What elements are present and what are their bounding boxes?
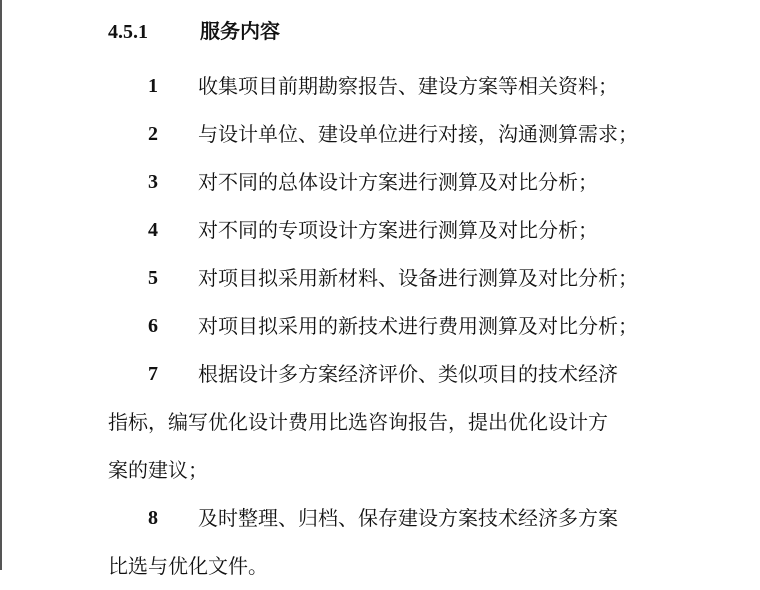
item-number: 5 <box>148 267 158 289</box>
section-number: 4.5.1 <box>108 21 148 43</box>
item-number: 3 <box>148 171 158 193</box>
section-heading <box>108 14 280 49</box>
item-number: 7 <box>148 363 158 385</box>
item-text: 与设计单位、建设单位进行对接，沟通测算需求； <box>198 122 638 146</box>
list-item <box>0 302 760 350</box>
service-content-list <box>0 62 760 590</box>
list-item <box>0 350 760 494</box>
item-text: 对项目拟采用的新技术进行费用测算及对比分析； <box>198 314 638 338</box>
item-number: 6 <box>148 315 158 337</box>
section-title: 服务内容 <box>200 19 280 43</box>
item-number: 4 <box>148 219 158 241</box>
list-item <box>0 494 760 590</box>
item-text: 收集项目前期勘察报告、建设方案等相关资料； <box>198 74 618 98</box>
item-text: 对不同的专项设计方案进行测算及对比分析； <box>198 218 598 242</box>
item-text: 对项目拟采用新材料、设备进行测算及对比分析； <box>198 266 638 290</box>
item-text: 及时整理、归档、保存建设方案技术经济多方案 <box>198 506 618 530</box>
list-item <box>0 110 760 158</box>
item-number: 1 <box>148 75 158 97</box>
item-text-continued: 指标，编写优化设计费用比选咨询报告，提出优化设计方 <box>108 410 608 434</box>
item-text: 对不同的总体设计方案进行测算及对比分析； <box>198 170 598 194</box>
list-item <box>0 62 760 110</box>
item-text-continued: 案的建议； <box>108 458 208 482</box>
list-item <box>0 158 760 206</box>
item-text: 根据设计多方案经济评价、类似项目的技术经济 <box>198 362 618 386</box>
item-number: 8 <box>148 507 158 529</box>
list-item <box>0 254 760 302</box>
item-text-continued: 比选与优化文件。 <box>108 554 268 578</box>
item-number: 2 <box>148 123 158 145</box>
list-item <box>0 206 760 254</box>
